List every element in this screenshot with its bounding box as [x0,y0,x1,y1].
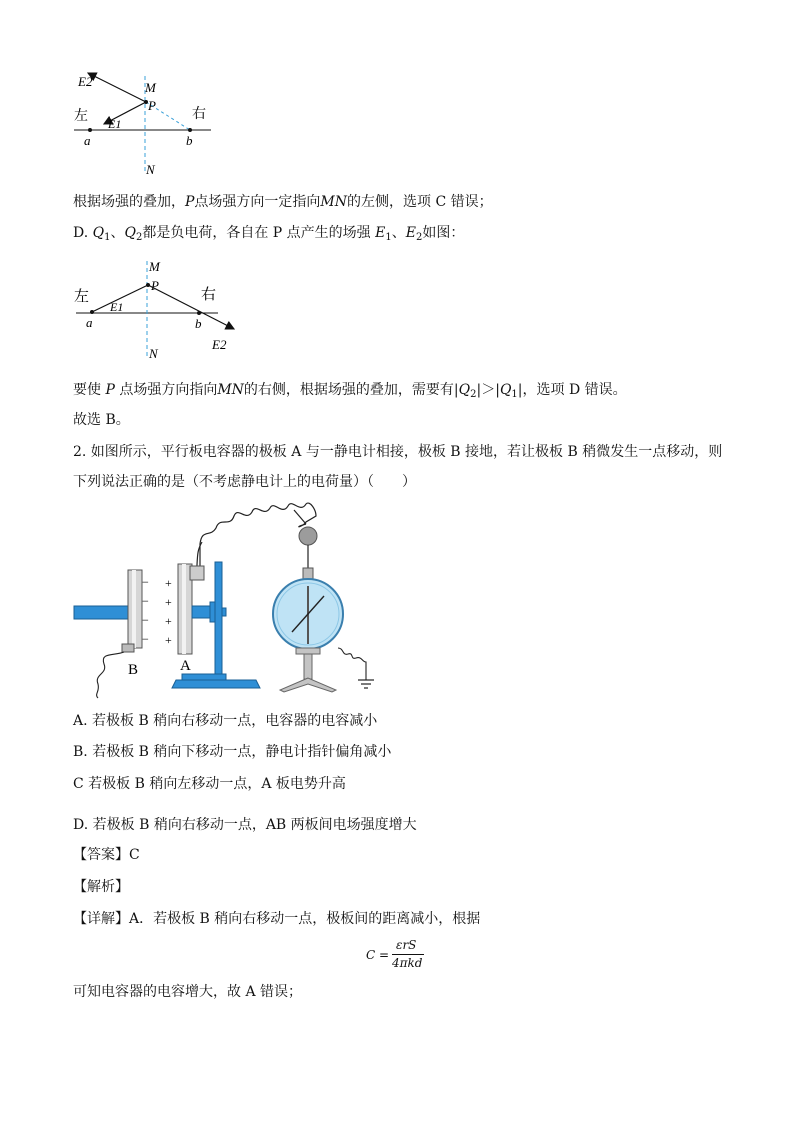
electrometer-base [280,678,336,692]
text: 、 [391,225,406,241]
fraction-bar [392,954,424,955]
label-p: P [151,278,159,293]
point-a [88,128,92,132]
figure-field-diagram-2 [70,255,250,365]
point-b [197,311,201,315]
text: Q [124,225,136,241]
question-2-line-2: 下列说法正确的是（不考虑静电计上的电荷量）（ ） [73,474,416,490]
text: 2 [135,232,143,243]
label-b: b [195,316,202,331]
text: Q [92,225,105,241]
plus-sign: + [165,595,172,609]
option-b: B. 若极板 B 稍向下移动一点，静电计指针偏角减小 [73,744,392,760]
conclusion-line: 可知电容器的电容增大，故 A 错误； [73,984,303,1000]
text: 都是负电荷，各自在 P 点产生的场强 [142,225,376,241]
label-e2: E2 [212,337,227,352]
text: 根据场强的叠加， [73,194,185,210]
label-b: B [128,662,139,678]
plus-sign: + [165,576,172,590]
text: 如图： [422,225,465,241]
minus-sign: − [142,613,149,627]
plus-sign: + [165,633,172,647]
ground-wire-meter [338,648,366,680]
label-a: a [86,315,93,330]
text: 1 [511,389,518,400]
point-b [188,128,192,132]
label-left: 左 [74,109,88,124]
text: 要使 [73,382,106,398]
label-right: 右 [192,107,206,122]
text: |，选项 D 错误。 [517,382,627,398]
label-m: M [145,80,156,95]
e2-arrow [148,285,234,329]
e2-arrow [88,73,146,102]
text: MN [217,382,244,398]
label-b: b [186,133,193,148]
label-e1: E1 [108,117,122,131]
text: P [105,382,115,398]
text-line-4: 故选 B。 [73,412,130,428]
point-p [146,283,150,287]
formula-lhs: C = [366,948,390,962]
minus-sign: − [142,575,149,589]
plus-sign: + [165,614,172,628]
text: 的左侧，选项 C 错误； [347,194,493,210]
text: 点场强方向指向 [114,382,218,398]
detail-line: 【详解】A．若极板 B 稍向右移动一点，极板间的距离减小，根据 [73,911,481,927]
option-a: A. 若极板 B 稍向右移动一点，电容器的电容减小 [73,713,378,729]
formula-numerator: εrS [396,938,417,952]
label-right: 右 [201,287,217,303]
minus-sign: − [142,594,149,608]
question-2-line-1: 2. 如图所示，平行板电容器的极板 A 与一静电计相接，极板 B 接地，若让极板 B 稍微发生一点移动，则 [73,444,723,460]
text: 1 [104,232,111,243]
text: E [405,225,416,241]
text: 2 [415,232,423,243]
analysis-heading: 【解析】 [73,879,129,895]
point-a [90,310,94,314]
text: MN [320,194,348,210]
label-p: P [148,98,156,113]
stand-pole [215,562,222,680]
text-line-1 [73,192,493,212]
text: 点场强方向一定指向 [194,194,321,210]
text-line-3 [73,380,627,405]
label-m: M [149,259,160,274]
text: Q [458,382,471,398]
stand-base [172,680,260,688]
electrometer-ball [299,527,317,545]
text: 的右侧，根据场强的叠加，需要有| [243,382,459,398]
figure-field-diagram-1 [70,68,230,180]
text: E [375,225,386,241]
text: 1 [385,232,392,243]
text: |＞| [476,382,500,398]
option-d: D. 若极板 B 稍向右移动一点，AB 两板间电场强度增大 [73,817,417,833]
label-left: 左 [74,289,90,305]
text: 、 [110,225,125,241]
text: P [185,194,195,210]
ground-wire-b [97,652,124,698]
plate-b-rod [74,606,132,619]
minus-sign: − [142,632,149,646]
label-n: N [149,346,158,361]
formula-denominator: 4πkd [392,956,423,970]
text-line-2 [73,223,464,248]
label-a: a [84,133,91,148]
text: D. [73,225,93,241]
figure-capacitor-electrometer [70,498,390,702]
label-e2: E2 [78,74,93,89]
label-e1: E1 [110,300,124,314]
label-a: A [180,658,191,674]
label-n: N [146,162,155,177]
option-c: C 若极板 B 稍向左移动一点，A 板电势升高 [73,776,346,792]
text: Q [499,382,512,398]
text: 2 [470,389,477,400]
answer-line: 【答案】C [73,847,140,863]
